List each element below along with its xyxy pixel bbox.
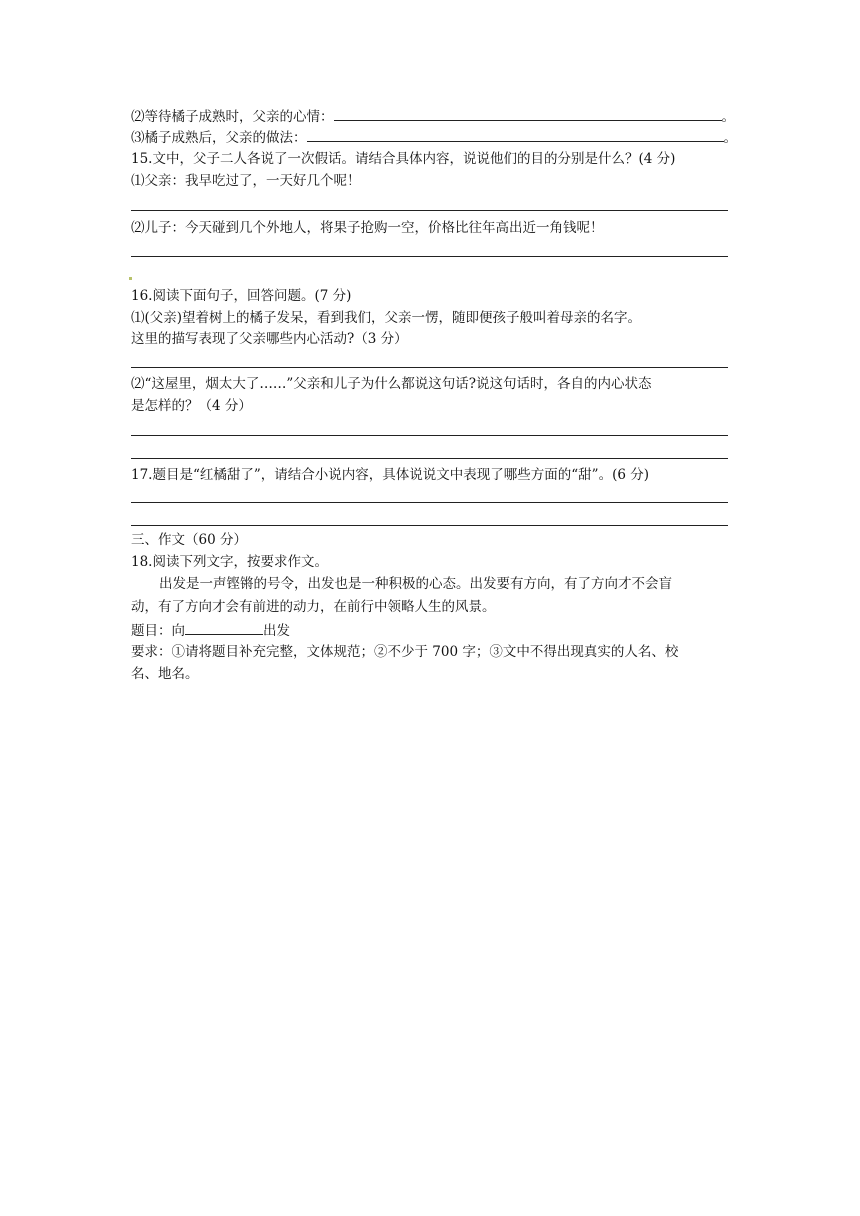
q16-item-2-line-1: ⑵“这屋里，烟太大了……”父亲和儿子为什么都说这句话?说这句话时，各自的内心状态 [131, 376, 652, 392]
q14-item-3 [131, 127, 737, 148]
q14-item-2-period: 。 [721, 109, 735, 125]
q14-item-2-label: ⑵等待橘子成熟时，父亲的心情： [131, 109, 334, 125]
q18-title-blank[interactable] [185, 620, 263, 635]
q17-answer-line-1[interactable] [131, 502, 728, 503]
q18-requirements-line-2: 名、地名。 [131, 666, 199, 682]
q16-item-2-answer-line-2[interactable] [131, 458, 728, 459]
q15-stem: 15.文中，父子二人各说了一次假话。请结合具体内容，说说他们的目的分别是什么？(4 分) [131, 151, 676, 167]
q14-item-2-answer-blank[interactable] [334, 106, 722, 121]
q15-item-2: ⑵儿子：今天碰到几个外地人，将果子抢购一空，价格比往年高出近一角钱呢！ [131, 220, 604, 236]
stray-mark [129, 277, 132, 280]
q14-item-3-label: ⑶橘子成熟后，父亲的做法： [131, 130, 307, 146]
q15-item-1: ⑴父亲：我早吃过了，一天好几个呢！ [131, 173, 361, 189]
q16-item-1-line-1: ⑴(父亲)望着树上的橘子发呆，看到我们，父亲一愣，随即便孩子般叫着母亲的名字。 [131, 310, 642, 326]
q14-item-2 [131, 106, 735, 127]
q18-title-prefix: 题目：向 [131, 623, 185, 639]
q16-item-1-answer-line[interactable] [131, 367, 728, 368]
q18-title [131, 620, 731, 641]
q14-item-3-answer-blank[interactable] [307, 127, 724, 142]
q18-requirements-line-1: 要求：①请将题目补充完整，文体规范；②不少于 700 字；③文中不得出现真实的人名、校 [131, 644, 679, 660]
q16-item-2-answer-line-1[interactable] [131, 435, 728, 436]
q17-answer-line-2[interactable] [131, 525, 728, 526]
q18-stem: 18.阅读下列文字，按要求作文。 [131, 554, 328, 570]
q16-item-2-line-2: 是怎样的？（4 分） [131, 398, 252, 414]
section-3-heading: 三、作文（60 分） [131, 532, 247, 548]
q16-item-1-line-2: 这里的描写表现了父亲哪些内心活动?（3 分） [131, 331, 408, 347]
q18-prompt-line-2: 动，有了方向才会有前进的动力，在前行中领略人生的风景。 [131, 599, 496, 615]
q15-item-2-answer-line[interactable] [131, 256, 728, 257]
q16-stem: 16.阅读下面句子，回答问题。(7 分) [131, 288, 352, 304]
q15-item-1-answer-line[interactable] [131, 210, 728, 211]
q14-item-3-period: 。 [723, 130, 737, 146]
q18-prompt-line-1: 出发是一声铿锵的号令，出发也是一种积极的心态。出发要有方向，有了方向才不会盲 [159, 576, 672, 592]
q17-stem: 17.题目是“红橘甜了”，请结合小说内容，具体说说文中表现了哪些方面的“甜”。(6 分) [131, 467, 649, 483]
q18-title-suffix: 出发 [263, 623, 290, 639]
